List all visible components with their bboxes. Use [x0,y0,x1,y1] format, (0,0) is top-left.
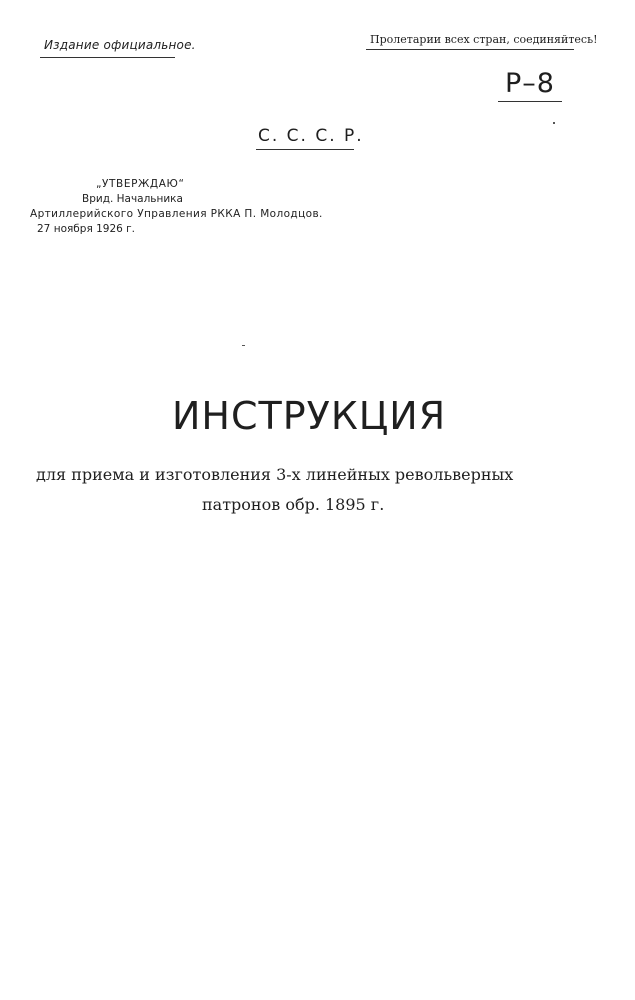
approval-authority: Артиллерийского Управления РККА П. Молодцов. [30,208,323,220]
approval-stamp: „УТВЕРЖДАЮ“ [96,178,185,190]
slogan-text: Пролетарии всех стран, соединяйтесь! [370,33,598,46]
slogan-underline [366,49,574,50]
country-heading-underline [256,149,354,150]
subtitle-line-2: патронов обр. 1895 г. [202,495,385,514]
country-heading: С. С. С. Р. [258,126,364,146]
document-code: Р–8 [505,68,555,99]
approval-block [20,177,380,237]
approval-date: 27 ноября 1926 г. [37,223,136,235]
document-code-underline [498,101,562,102]
ink-speck [242,345,245,346]
ink-speck [553,122,555,124]
document-title: ИНСТРУКЦИЯ [172,394,447,438]
subtitle-line-1: для приема и изготовления 3-х линейных револьверных [36,465,514,484]
approval-position: Врид. Начальника [82,193,183,205]
edition-underline [40,57,175,58]
edition-label: Издание официальное. [44,38,196,52]
